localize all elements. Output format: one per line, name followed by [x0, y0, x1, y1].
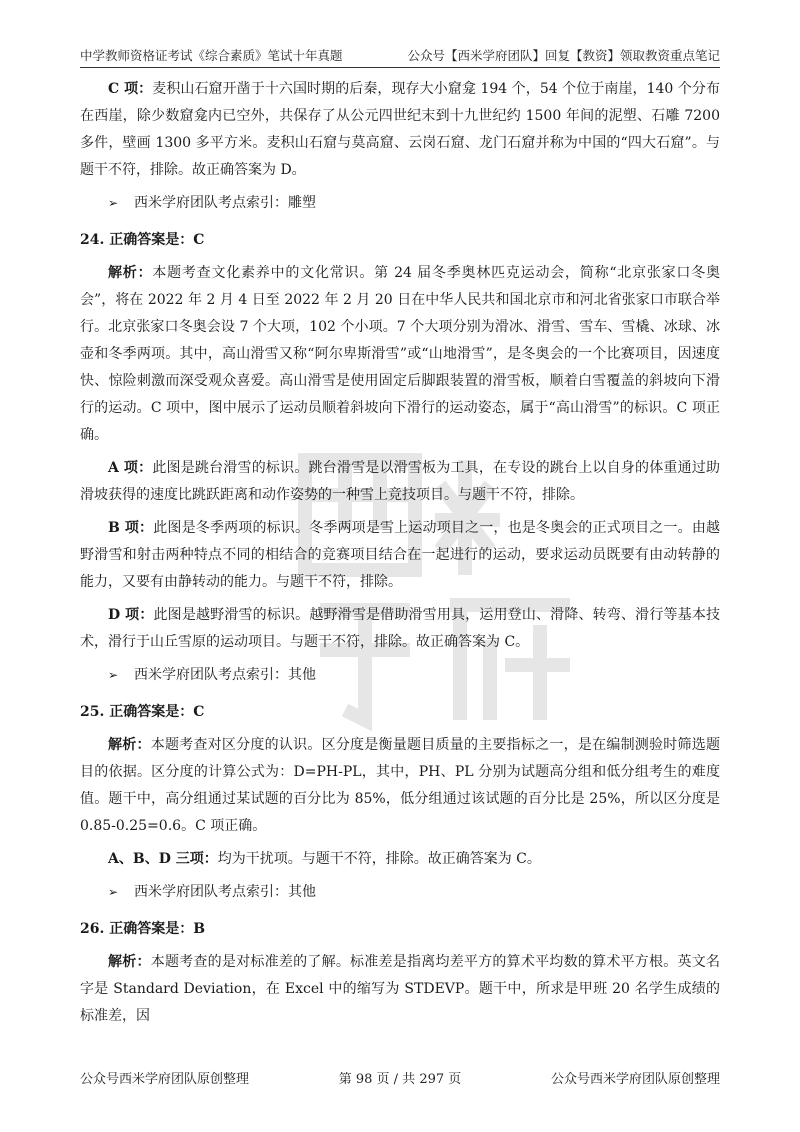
paragraph-text: 麦积山石窟开凿于十六国时期的后秦，现存大小窟龛 194 个，54 个位于南崖，140 个分布在西崖，除少数窟龛内已空外，共保存了从公元四世纪末到十九世纪约 1500 年间的泥塑、石雕 7200 多件，壁画 1300 多平方米。麦积山石窟与莫高窟、云岗石窟、龙门石窟并称为中国的“四大石窟”。与题干不符，排除。故正确答案为 D。 — [80, 81, 720, 178]
option-c-explanation — [80, 76, 720, 184]
header-promo: 公众号【西米学府团队】回复【教资】领取教资重点笔记 — [407, 48, 720, 63]
topic-index — [80, 662, 720, 689]
topic-index — [80, 879, 720, 906]
answer-heading-26: 26. 正确答案是：B — [80, 921, 206, 937]
analysis-25 — [80, 732, 720, 840]
option-label: A、B、D 三项： — [108, 851, 218, 867]
option-d-explanation — [80, 602, 720, 656]
answer-heading-25: 25. 正确答案是：C — [80, 704, 205, 720]
footer-left: 公众号西米学府团队原创整理 — [80, 1072, 250, 1087]
option-abd-explanation — [80, 846, 720, 873]
option-label: B 项： — [108, 520, 154, 536]
analysis-26 — [80, 949, 720, 1030]
answer-heading-24: 24. 正确答案是：C — [80, 232, 205, 248]
option-b-explanation — [80, 515, 720, 596]
option-label: C 项： — [108, 81, 153, 97]
arrow-bullet-icon: ➢ — [108, 196, 119, 210]
analysis-24 — [80, 260, 720, 449]
topic-index — [80, 190, 720, 217]
page-number: 第 98 页 / 共 297 页 — [338, 1072, 462, 1087]
analysis-label: 解析： — [108, 737, 151, 753]
page-header — [80, 40, 720, 68]
option-label: A 项： — [108, 460, 153, 476]
analysis-label: 解析： — [108, 265, 153, 281]
topic-index-text: 西米学府团队考点索引：其他 — [134, 884, 316, 900]
paragraph-text: 此图是跳台滑雪的标识。跳台滑雪是以滑雪板为工具，在专设的跳台上以自身的体重通过助滑坡获得的速度比跳跃距离和动作姿势的一种雪上竞技项目。与题干不符，排除。 — [80, 460, 720, 503]
analysis-label: 解析： — [108, 954, 151, 970]
topic-index-text: 西米学府团队考点索引：其他 — [134, 667, 316, 683]
option-a-explanation — [80, 455, 720, 509]
paragraph-text: 均为干扰项。与题干不符，排除。故正确答案为 C。 — [217, 851, 541, 867]
paragraph-text: 本题考查文化素养中的文化常识。第 24 届冬季奥林匹克运动会，简称“北京张家口冬奥会”，将在 2022 年 2 月 4 日至 2022 年 2 月 20 日在中华人民共和国北京市和河北省张家口市联合举行。北京张家口冬奥会设 7 个大项，102 个小项。7 个大项分别为滑冰、滑雪、雪车、雪橇、冰球、冰壶和冬季两项。其中，高山滑雪又称“阿尔卑斯滑雪”或“山地滑雪”，是冬奥会的一个比赛项目，因速度快、惊险刺激而深受观众喜爱。高山滑雪是使用固定后脚跟装置的滑雪板，顺着白雪覆盖的斜坡向下滑行的运动。C 项中，图中展示了运动员顺着斜坡向下滑行的运动姿态，属于“高山滑雪”的标识。C 项正确。 — [80, 265, 721, 443]
paragraph-text: 此图是冬季两项的标识。冬季两项是雪上运动项目之一，也是冬奥会的正式项目之一。由越野滑雪和射击两种特点不同的相结合的竞赛项目结合在一起进行的运动，要求运动员既要有由动转静的能力，又要有由静转动的能力。与题干不符，排除。 — [80, 520, 720, 590]
option-label: D 项： — [108, 607, 154, 623]
document-body — [80, 76, 720, 1036]
paragraph-text: 此图是越野滑雪的标识。越野滑雪是借助滑雪用具，运用登山、滑降、转弯、滑行等基本技术，滑行于山丘雪原的运动项目。与题干不符，排除。故正确答案为 C。 — [80, 607, 720, 650]
header-title: 中学教师资格证考试《综合素质》笔试十年真题 — [80, 48, 343, 63]
paragraph-text: 本题考查的是对标准差的了解。标准差是指离均差平方的算术平均数的算术平方根。英文名字是 Standard Deviation，在 Excel 中的缩写为 STDEVP。题干中，所求是甲班 20 名学生成绩的标准差，因 — [80, 954, 721, 1024]
page-footer — [80, 1068, 720, 1087]
paragraph-text: 本题考查对区分度的认识。区分度是衡量题目质量的主要指标之一，是在编制测验时筛选题目的依据。区分度的计算公式为：D=PH-PL，其中，PH、PL 分别为试题高分组和低分组考生的难度值。题干中，高分组通过某试题的百分比为 85%，低分组通过该试题的百分比是 25%，所以区分度是 0.85-0.25=0.6。C 项正确。 — [80, 737, 721, 834]
topic-index-text: 西米学府团队考点索引：雕塑 — [134, 195, 316, 211]
arrow-bullet-icon: ➢ — [108, 668, 119, 682]
footer-right: 公众号西米学府团队原创整理 — [550, 1072, 720, 1087]
arrow-bullet-icon: ➢ — [108, 885, 119, 899]
